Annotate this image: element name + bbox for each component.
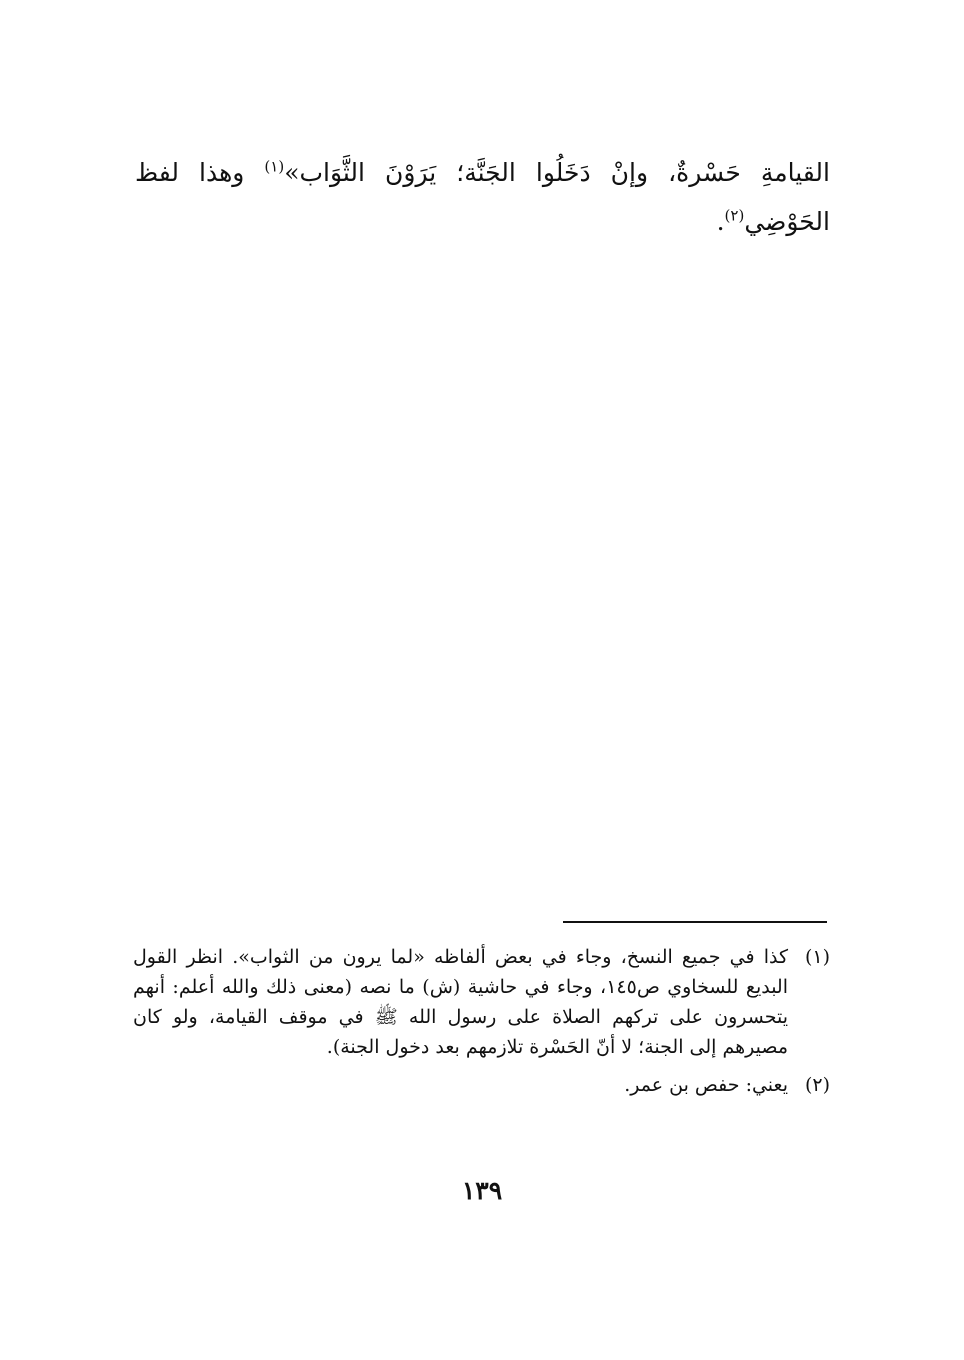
footnotes-section bbox=[133, 942, 830, 1108]
footnote-number: (١) bbox=[804, 946, 830, 968]
body-text bbox=[135, 148, 830, 246]
footnote-1 bbox=[133, 942, 830, 1062]
page-number: ١٣٩ bbox=[461, 1176, 503, 1205]
body-paragraph bbox=[135, 148, 830, 246]
footnote-reference-1[interactable]: (١) bbox=[264, 157, 285, 176]
footnote-reference-2[interactable]: (٢) bbox=[724, 206, 745, 225]
body-text-period: . bbox=[716, 207, 725, 236]
body-text-segment: القيامةِ حَسْرةٌ، وإنْ دَخَلُوا الجَنَّة؛ يَرَوْنَ الثَّوَاب» bbox=[284, 158, 830, 187]
footnote-text: يعني: حفص بن عمر. bbox=[624, 1074, 788, 1096]
footnote-2 bbox=[133, 1070, 830, 1100]
footnote-text: كذا في جميع النسخ، وجاء في بعض ألفاظه «لما يرون من الثواب». انظر القول البديع للسخاوي ص١٤٥، وجاء في حاشية (ش) ما نصه (معنى ذلك والله أعلم: أنهم يتحسرون على تركهم الصلاة على رسول الله ﷺ في موقف القيامة، ولو كان مصيرهم إلى الجنة؛ لا أنّ الحَسْرة تلازمهم بعد دخول الجنة). bbox=[133, 946, 789, 1058]
body-text-segment: وهذا لفظ الحَوْضِي bbox=[135, 158, 830, 236]
footnote-number: (٢) bbox=[804, 1074, 830, 1096]
footnote-separator bbox=[563, 921, 827, 923]
